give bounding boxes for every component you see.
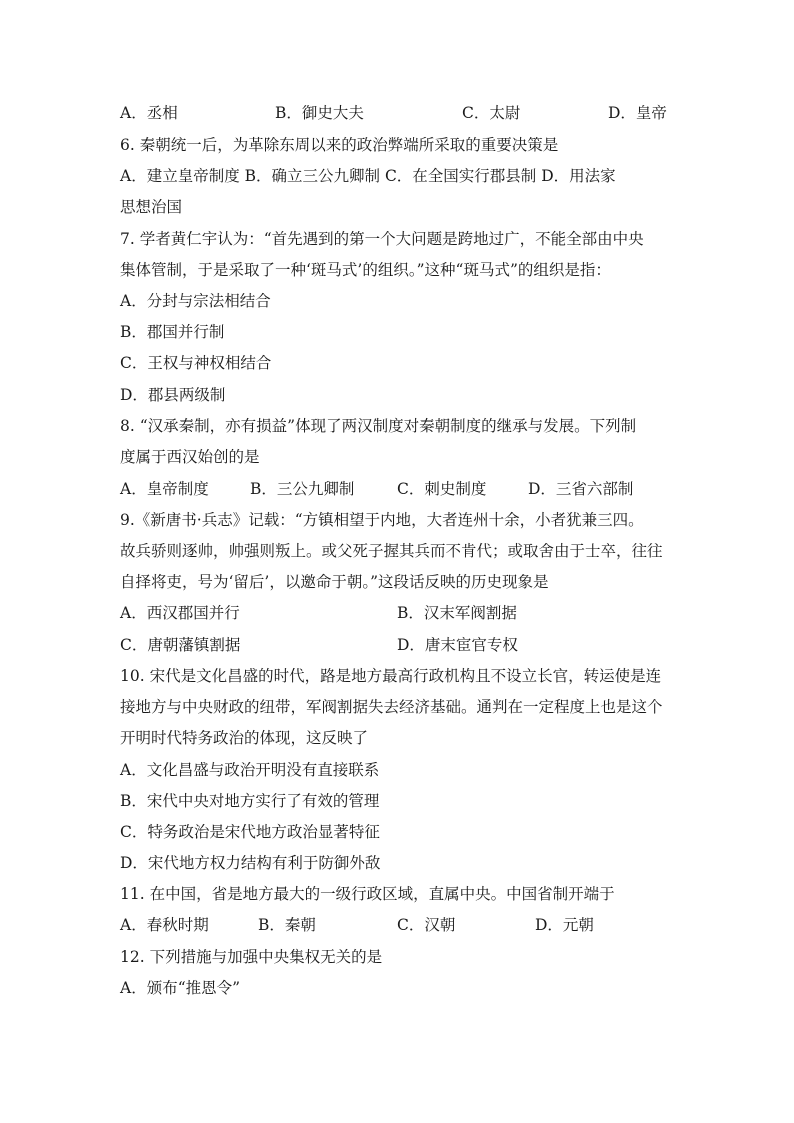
q10-stem-line-1: 10. 宋代是文化昌盛的时代，路是地方最高行政机构且不设立长官，转运使是连 <box>120 667 662 685</box>
q8-option-a: A．皇帝制度 <box>120 480 209 498</box>
q9-stem-line-3: 自择将吏，号为‘留后’，以邀命于朝。”这段话反映的历史现象是 <box>120 573 549 591</box>
q11-option-d: D．元朝 <box>535 916 594 934</box>
q5-option-c: C．太尉 <box>462 104 521 122</box>
q11-option-c: C．汉朝 <box>397 916 456 934</box>
q7-option-d: D．郡县两级制 <box>120 386 226 404</box>
q10-option-d: D．宋代地方权力结构有利于防御外敌 <box>120 854 381 872</box>
q11-stem: 11. 在中国，省是地方最大的一级行政区域，直属中央。中国省制开端于 <box>120 885 615 903</box>
q6-options-line-1: A．建立皇帝制度 B．确立三公九卿制 C．在全国实行郡县制 D．用法家 <box>120 167 616 185</box>
q9-stem-line-2: 故兵骄则逐帅，帅强则叛上。或父死子握其兵而不肯代；或取舍由于士卒，往往 <box>120 542 663 560</box>
q10-stem-line-2: 接地方与中央财政的纽带，军阀割据失去经济基础。通判在一定程度上也是这个 <box>120 698 663 716</box>
q8-stem-line-2: 度属于西汉始创的是 <box>120 448 260 466</box>
q5-option-d: D．皇帝 <box>608 104 667 122</box>
q8-option-d: D．三省六部制 <box>528 480 634 498</box>
q7-option-c: C．王权与神权相结合 <box>120 354 272 372</box>
q10-stem-line-3: 开明时代特务政治的体现，这反映了 <box>120 729 369 747</box>
q9-option-c: C．唐朝藩镇割据 <box>120 636 241 654</box>
q7-stem-line-2: 集体管制，于是采取了一种‘斑马式’的组织。”这种“斑马式”的组织是指： <box>120 261 611 279</box>
q7-option-b: B．郡国并行制 <box>120 323 225 341</box>
q9-option-b: B．汉末军阀割据 <box>397 604 517 622</box>
q10-option-b: B．宋代中央对地方实行了有效的管理 <box>120 792 380 810</box>
q8-stem-line-1: 8. “汉承秦制，亦有损益”体现了两汉制度对秦朝制度的继承与发展。下列制 <box>120 417 637 435</box>
q12-option-a: A．颁布“推恩令” <box>120 979 241 997</box>
q8-option-b: B．三公九卿制 <box>250 480 355 498</box>
q8-option-c: C．刺史制度 <box>397 480 487 498</box>
q5-option-a: A．丞相 <box>120 104 178 122</box>
q9-stem-line-1: 9.《新唐书·兵志》记载：“方镇相望于内地，大者连州十余，小者犹兼三四。 <box>120 511 644 529</box>
q7-option-a: A．分封与宗法相结合 <box>120 292 271 310</box>
q10-option-a: A．文化昌盛与政治开明没有直接联系 <box>120 761 380 779</box>
q12-stem: 12. 下列措施与加强中央集权无关的是 <box>120 948 383 966</box>
q10-option-c: C．特务政治是宋代地方政治显著特征 <box>120 823 380 841</box>
q11-option-b: B．秦朝 <box>258 916 316 934</box>
q9-option-a: A．西汉郡国并行 <box>120 604 240 622</box>
q6-stem: 6. 秦朝统一后，为革除东周以来的政治弊端所采取的重要决策是 <box>120 136 559 154</box>
q7-stem-line-1: 7. 学者黄仁宇认为：“首先遇到的第一个大问题是跨地过广，不能全部由中央 <box>120 230 644 248</box>
q9-option-d: D．唐末宦官专权 <box>397 636 518 654</box>
q5-option-b: B．御史大夫 <box>275 104 364 122</box>
q11-option-a: A．春秋时期 <box>120 916 209 934</box>
q6-options-line-2: 思想治国 <box>120 198 183 216</box>
